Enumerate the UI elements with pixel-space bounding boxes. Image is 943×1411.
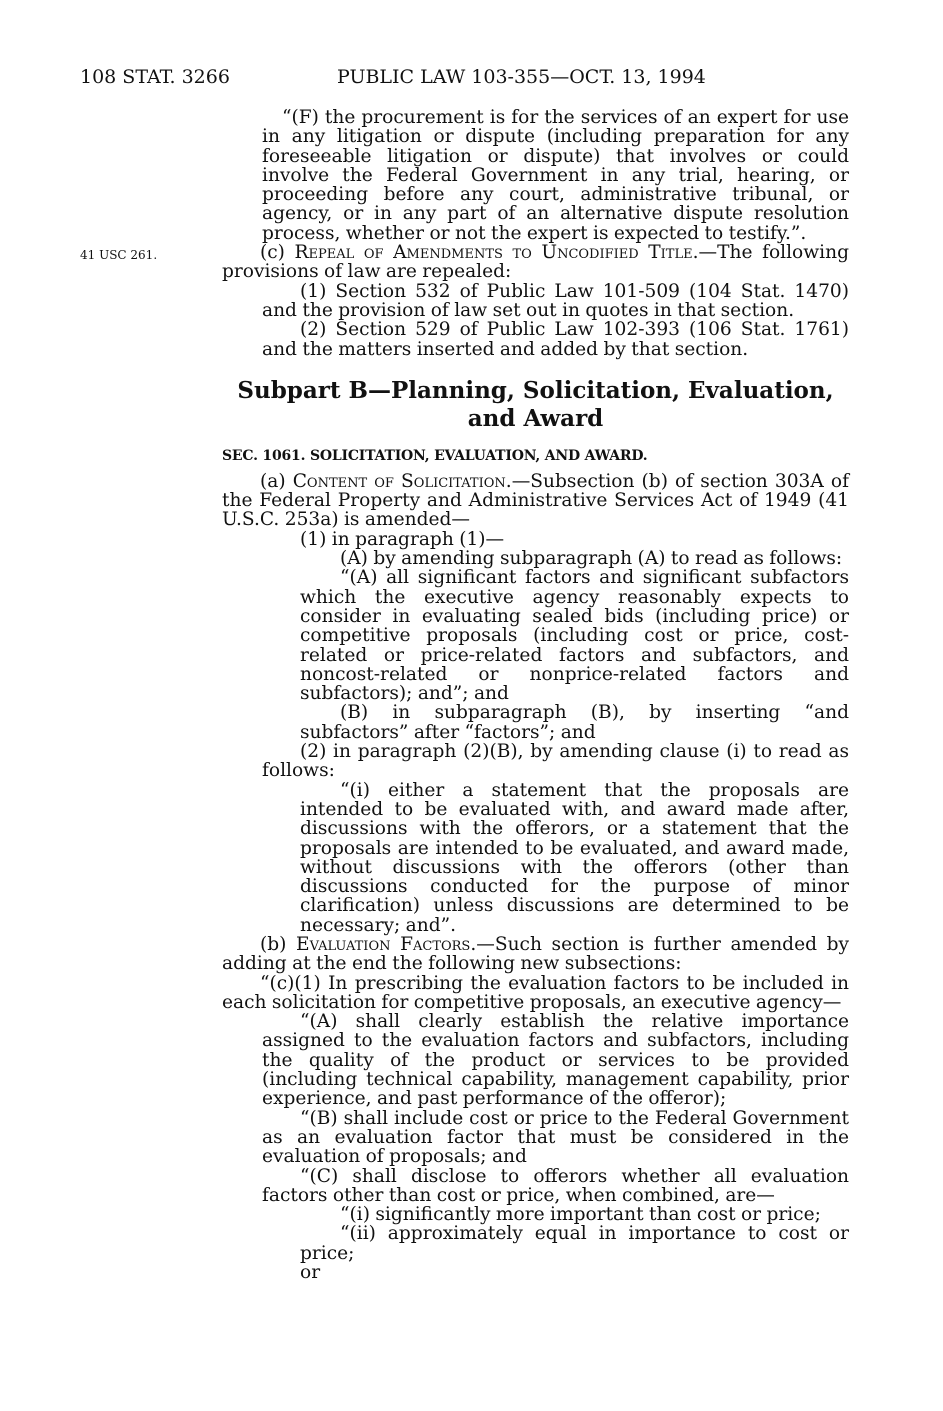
subsection-heading: Evaluation Factors. [296, 933, 477, 955]
subsection-text: —Subsection (b) of section 303A of the Federal Property and Administrative Services Act of 1949 (41 U.S.C. 253a) is amended— [222, 470, 849, 531]
subsection-label: (b) [260, 933, 297, 955]
subsection-c-repeal [222, 243, 849, 282]
stat-page-number: 108 STAT. 3266 [80, 66, 230, 88]
paragraph-a1: (1) in paragraph (1)— [300, 528, 505, 550]
subsection-b-evaluation-factors [222, 935, 849, 974]
paragraph-quote-C-i: “(i) significantly more important than cost or price; [340, 1204, 821, 1226]
subsection-a-content [222, 472, 849, 530]
paragraph-a2: (2) in paragraph (2)(B), by amending clause (i) to read as follows: [262, 741, 849, 782]
margin-note-usc: 41 USC 261. [80, 248, 158, 262]
subpart-heading [222, 377, 849, 433]
subsection-heading: Repeal of Amendments to Uncodified Title. [294, 242, 699, 264]
paragraph-quote-A: “(A) shall clearly establish the relative importance assigned to the evaluation factors and subfactors, including the quality of the product or services to be provided (including technical capability, management capability, prior experience, and past performance of the offeror); [262, 1011, 849, 1110]
subsection-heading: Content of Solicitation. [292, 470, 512, 492]
paragraph-a1A: (A) by amending subparagraph (A) to read as follows: [340, 548, 843, 570]
paragraph-a2-quote: “(i) either a statement that the proposals are intended to be evaluated with, and award made after, discussions with the offerors, or a statement that the proposals are intended to be evaluated, and award made, without discussions with the offerors (other than discussions conducted for the purpose of minor clarification) unless discussions are determined to be necessary; and”. [300, 779, 849, 936]
paragraph-quote-C-ii: “(ii) approximately equal in importance to cost or price; [300, 1223, 849, 1264]
section-heading: SEC. 1061. SOLICITATION, EVALUATION, AND AWARD. [222, 447, 648, 464]
paragraph-c2: (2) Section 529 of Public Law 102-393 (106 Stat. 1761) and the matters inserted and added by that section. [262, 319, 849, 360]
paragraph-a1B: (B) in subparagraph (B), by inserting “and subfactors” after “factors”; and [300, 702, 849, 743]
paragraph-a1A-quote: “(A) all significant factors and significant subfactors which the executive agency reasonably expects to consider in evaluating sealed bids (including price) or competitive proposals (including cost or price, cost-related or price-related factors and subfactors, and noncost-related or nonprice-related factors and subfactors); and”; and [300, 567, 849, 705]
document-body [222, 108, 849, 1282]
subsection-text: —Such section is further amended by adding at the end the following new subsections: [222, 933, 849, 975]
paragraph-quote-C-ii-or: or [300, 1262, 321, 1284]
paragraph-c1: (1) Section 532 of Public Law 101-509 (104 Stat. 1470) and the provision of law set out in quotes in that section. [262, 280, 849, 321]
running-header [80, 66, 860, 96]
subpart-heading-line2: and Award [467, 404, 604, 432]
public-law-citation: PUBLIC LAW 103-355—OCT. 13, 1994 [337, 66, 706, 88]
subsection-text: —The following provisions of law are repealed: [222, 242, 849, 283]
paragraph-c1-quote: “(c)(1) In prescribing the evaluation factors to be included in each solicitation for competitive proposals, an executive agency— [222, 972, 849, 1013]
paragraph-quote-C: “(C) shall disclose to offerors whether all evaluation factors other than cost or price, when combined, are— [262, 1165, 849, 1206]
subsection-label: (c) [260, 242, 295, 264]
paragraph-quote-B: “(B) shall include cost or price to the Federal Government as an evaluation factor that must be considered in the evaluation of proposals; and [262, 1107, 849, 1168]
paragraph-f-quote: “(F) the procurement is for the services of an expert for use in any litigation or dispute (including preparation for any foreseeable litigation or dispute) that involves or could involve the Federal Government in any trial, hearing, or proceeding before any court, administrative tribunal, or agency, or in any part of an alternative dispute resolution process, whether or not the expert is expected to testify.”. [262, 107, 849, 244]
subpart-heading-line1: Subpart B—Planning, Solicitation, Evaluation, [237, 376, 834, 404]
subsection-label: (a) [260, 470, 293, 492]
